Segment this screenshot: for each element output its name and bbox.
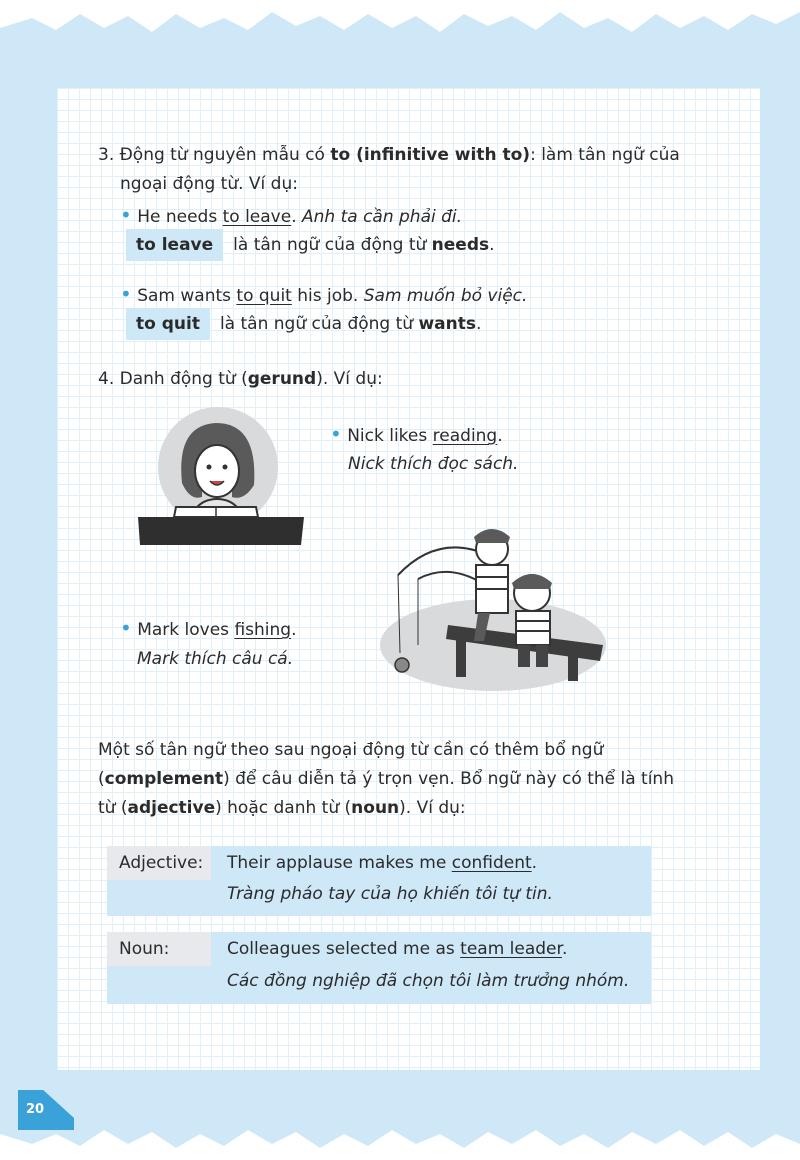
example-translation: Các đồng nghiệp đã chọn tôi làm trưởng nhóm. — [227, 971, 630, 991]
torn-paper-top — [0, 0, 800, 40]
item3-heading-line1: 3. Động từ nguyên mẫu có to (infinitive with to): làm tân ngữ của — [98, 145, 680, 165]
complement-paragraph-line3: từ (adjective) hoặc danh từ (noun). Ví dụ: — [98, 798, 466, 818]
item4-example2: • Mark loves fishing. — [120, 616, 297, 640]
example-translation: Tràng pháo tay của họ khiến tôi tự tin. — [227, 884, 553, 904]
bullet-icon: • — [120, 282, 132, 306]
page-number: 20 — [26, 1102, 45, 1117]
item4-heading: 4. Danh động từ (gerund). Ví dụ: — [98, 369, 383, 389]
item3-example2-explain: to quit là tân ngữ của động từ wants. — [126, 308, 481, 340]
bullet-icon: • — [330, 422, 342, 446]
item4-example2-translation: Mark thích câu cá. — [137, 649, 294, 669]
fishing-illustration — [378, 515, 608, 695]
complement-paragraph-line1: Một số tân ngữ theo sau ngoại động từ cần có thêm bổ ngữ — [98, 740, 604, 760]
example-label: Noun: — [119, 939, 170, 959]
example-label: Adjective: — [119, 853, 204, 873]
item3-heading-line2: ngoại động từ. Ví dụ: — [120, 174, 298, 194]
item4-example1: • Nick likes reading. — [330, 422, 503, 446]
example-sentence: Colleagues selected me as team leader. — [227, 939, 568, 959]
highlight-tag: to quit — [126, 308, 210, 340]
example-row-adjective — [107, 846, 651, 916]
torn-paper-bottom — [0, 1120, 800, 1160]
example-sentence: Their applause makes me confident. — [227, 853, 538, 873]
highlight-tag: to leave — [126, 229, 223, 261]
woman-reading-illustration — [136, 405, 306, 550]
example-row-noun — [107, 932, 651, 1004]
item3-example1: • He needs to leave. Anh ta cần phải đi. — [120, 203, 463, 227]
item3-example2: • Sam wants to quit his job. Sam muốn bỏ việc. — [120, 282, 528, 306]
item4-example1-translation: Nick thích đọc sách. — [348, 454, 519, 474]
bullet-icon: • — [120, 203, 132, 227]
bullet-icon: • — [120, 616, 132, 640]
complement-paragraph-line2: (complement) để câu diễn tả ý trọn vẹn. Bổ ngữ này có thể là tính — [98, 769, 674, 789]
item3-example1-explain: to leave là tân ngữ của động từ needs. — [126, 229, 495, 261]
